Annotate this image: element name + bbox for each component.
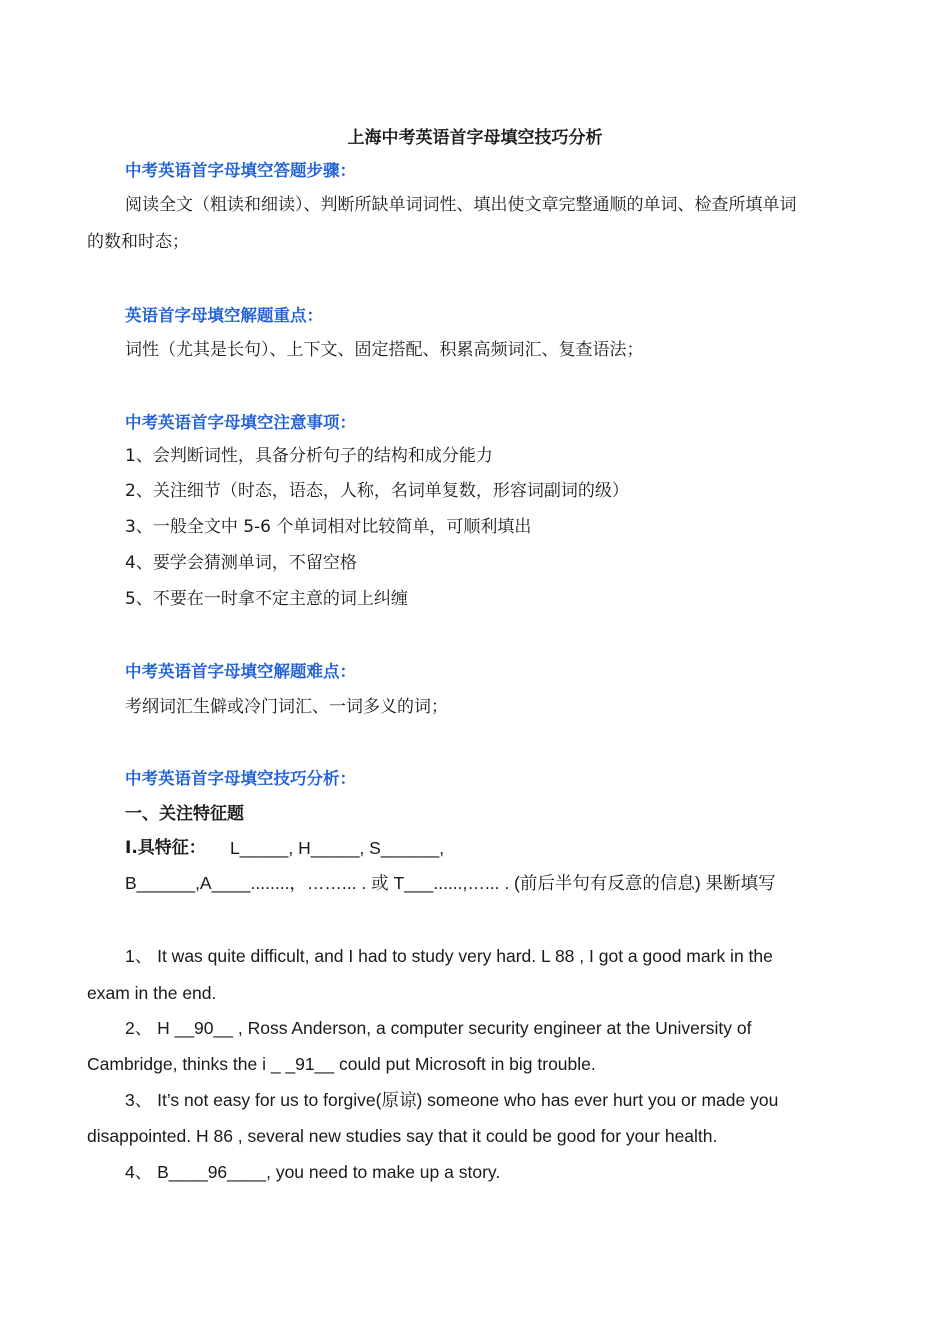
section-heading-difficulties: 中考英语首字母填空解题难点：: [125, 662, 356, 681]
section-heading-key-points: 英语首字母填空解题重点：: [125, 306, 323, 325]
feature-pattern-line1: L_____, H_____, S______,: [230, 838, 445, 858]
example-3-line1: 3、 It’s not easy for us to forgive(原谅) someone who has ever hurt you or made you: [125, 1090, 779, 1110]
note-item: 4、要学会猜测单词，不留空格: [125, 553, 357, 573]
example-2-line2: Cambridge, thinks the i _ _91__ could put Microsoft in big trouble.: [87, 1054, 596, 1074]
note-item: 5、不要在一时拿不定主意的词上纠缠: [125, 589, 408, 609]
example-4-line1: 4、 B____96____, you need to make up a story.: [125, 1162, 501, 1182]
section-heading-steps: 中考英语首字母填空答题步骤：: [125, 161, 356, 180]
subheading-feature-questions: 一、关注特征题: [125, 804, 244, 824]
body-line: 的数和时态；: [87, 232, 189, 252]
note-item: 1、会判断词性，具备分析句子的结构和成分能力: [125, 446, 493, 466]
example-1-line2: exam in the end.: [87, 983, 217, 1003]
page-title: 上海中考英语首字母填空技巧分析: [347, 128, 603, 148]
body-line: 词性（尤其是长句）、上下文、固定搭配、积累高频词汇、复查语法；: [125, 340, 644, 360]
note-item: 2、关注细节（时态，语态，人称，名词单复数，形容词副词的级）: [125, 481, 629, 501]
note-item: 3、一般全文中 5-6 个单词相对比较简单，可顺利填出: [125, 517, 532, 537]
example-1-line1: 1、 It was quite difficult, and I had to study very hard. L 88 , I got a good mark in the: [125, 946, 773, 966]
body-line: 考纲词汇生僻或冷门词汇、一词多义的词；: [125, 697, 448, 717]
example-2-line1: 2、 H __90__ , Ross Anderson, a computer security engineer at the University of: [125, 1018, 752, 1038]
feature-pattern-line2: B______,A____........，……... . 或 T___......,…... . (前后半句有反意的信息) 果断填写: [125, 873, 776, 893]
feature-label: I.具特征：: [125, 838, 206, 858]
body-line: 阅读全文（粗读和细读）、判断所缺单词词性、填出使文章完整通顺的单词、检查所填单词: [125, 195, 797, 215]
section-heading-techniques: 中考英语首字母填空技巧分析：: [125, 769, 356, 788]
example-3-line2: disappointed. H 86 , several new studies say that it could be good for your health.: [87, 1126, 718, 1146]
section-heading-notes: 中考英语首字母填空注意事项：: [125, 413, 356, 432]
